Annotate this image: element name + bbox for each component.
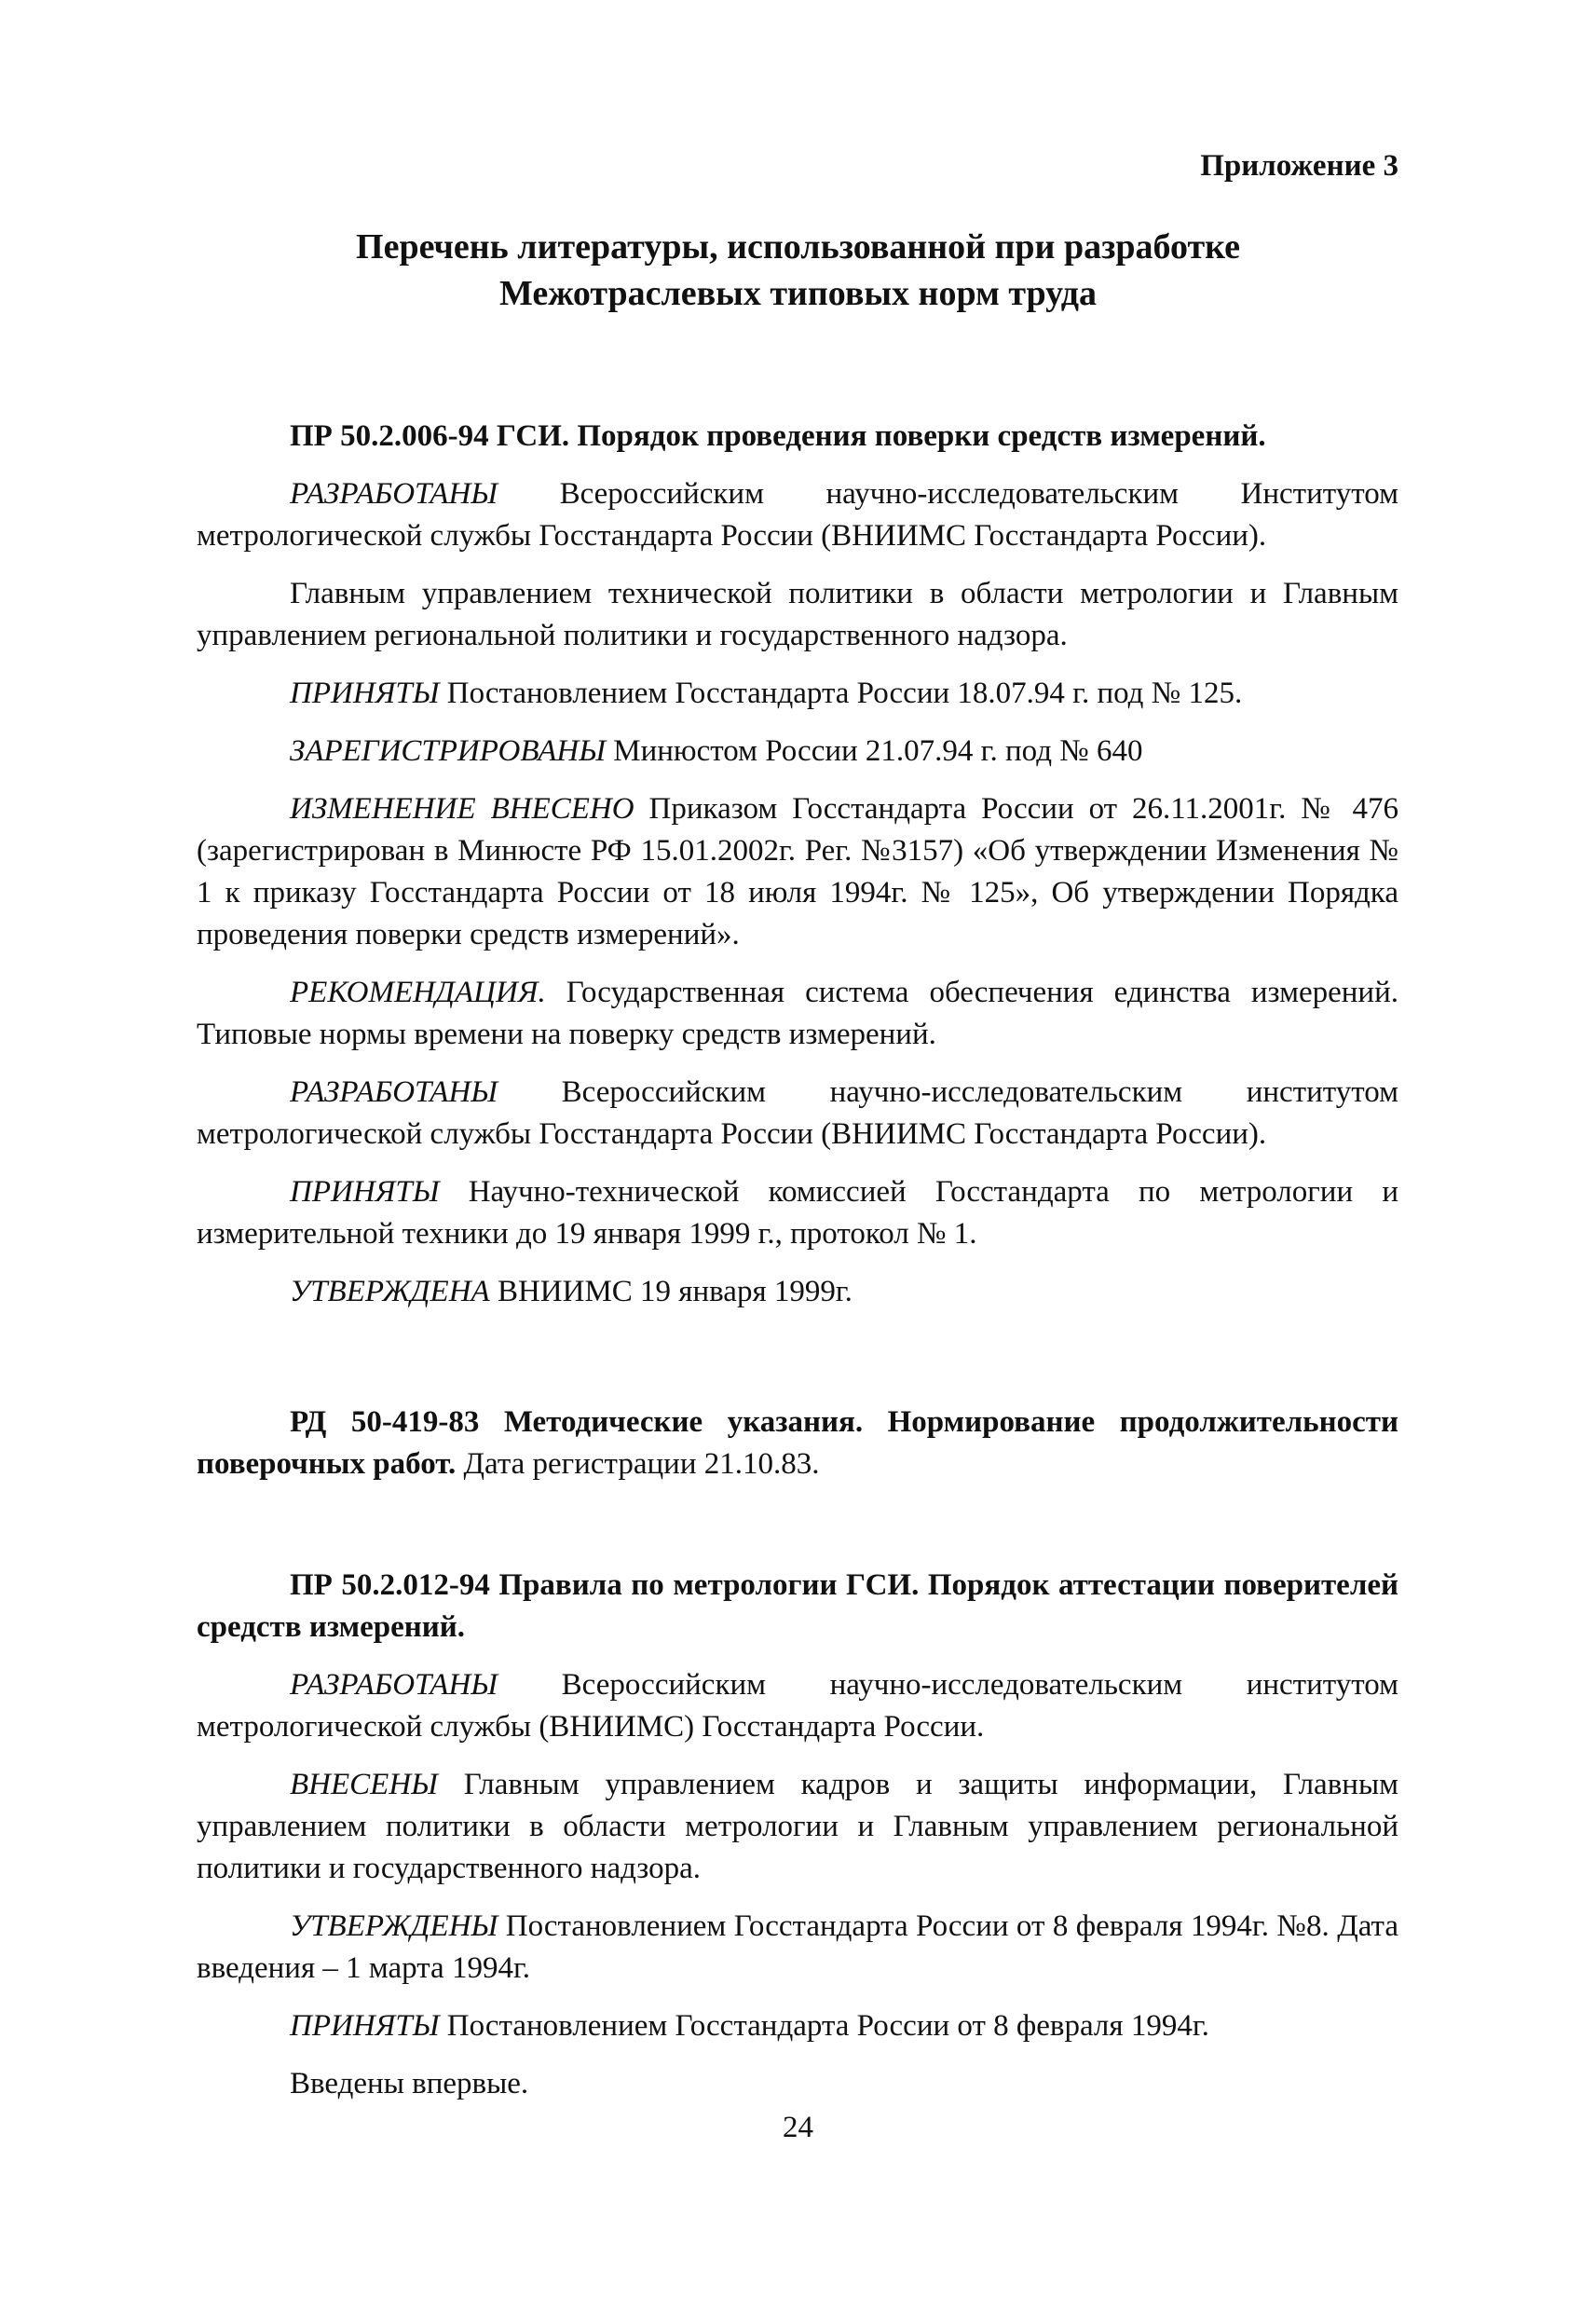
entry-label: РАЗРАБОТАНЫ xyxy=(290,1075,498,1109)
reference-entry xyxy=(197,731,1398,773)
entry-label: УТВЕРЖДЕНА xyxy=(290,1275,490,1308)
entry-label: ИЗМЕНЕНИЕ ВНЕСЕНО xyxy=(290,792,634,826)
entry-label: ПРИНЯТЫ xyxy=(290,1175,440,1209)
entry-label: ПРИНЯТЫ xyxy=(290,677,440,710)
entry-text: Минюстом России 21.07.94 г. под № 640 xyxy=(606,734,1143,768)
section-spacer xyxy=(197,1329,1398,1402)
section-heading: ПР 50.2.012-94 Правила по метрологии ГСИ. Порядок аттестации поверителей средств измерений. xyxy=(197,1568,1398,1644)
entry-text: Постановлением Госстандарта России 18.07.94 г. под № 125. xyxy=(439,677,1243,710)
reference-entry xyxy=(197,473,1398,557)
reference-entry xyxy=(197,1664,1398,1748)
reference-entry xyxy=(197,1171,1398,1255)
entry-text: Главным управлением кадров и защиты информации, Главным управлением политики в области метрологии и Главным управлением региональной политики и государственного надзора. xyxy=(197,1768,1398,1885)
entry-label: УТВЕРЖДЕНЫ xyxy=(290,1909,498,1943)
page-number: 24 xyxy=(783,2111,813,2144)
section-heading: ПР 50.2.006-94 ГСИ. Порядок проведения поверки средств измерений. xyxy=(290,419,1266,453)
title-line-1: Перечень литературы, использованной при разработке xyxy=(356,227,1240,267)
entry-label: ВНЕСЕНЫ xyxy=(290,1768,438,1801)
entry-text: Всероссийским научно-исследовательским Институтом метрологической службы Госстандарта России (ВНИИМС Госстандарта России). xyxy=(197,477,1398,553)
entry-text: ВНИИМС 19 января 1999г. xyxy=(489,1275,853,1308)
section-spacer xyxy=(197,1501,1398,1565)
reference-entry xyxy=(197,673,1398,715)
entry-text: Постановлением Госстандарта России от 8 февраля 1994г. №8. Дата введения – 1 марта 1994г. xyxy=(197,1909,1398,1985)
entry-label: РЕКОМЕНДАЦИЯ. xyxy=(290,976,546,1009)
entry-text: Приказом Госстандарта России от 26.11.2001г. № 476 (зарегистрирован в Минюсте РФ 15.01.2002г. Рег. №3157) «Об утверждении Изменения № 1 к приказу Госстандарта России от 18 июля 1994г. № 125», Об утверждении Порядка проведения поверки средств измерений». xyxy=(197,792,1398,951)
entry-text: Главным управлением технической политики в области метрологии и Главным управлением региональной политики и государственного надзора. xyxy=(197,577,1398,652)
entry-text: Научно-технической комиссией Госстандарта по метрологии и измерительной техники до 19 января 1999 г., протокол № 1. xyxy=(197,1175,1398,1251)
entry-text: Введены впервые. xyxy=(290,2067,529,2100)
reference-entry xyxy=(197,1271,1398,1313)
document-title xyxy=(0,224,1596,317)
title-line-2: Межотраслевых типовых норм труда xyxy=(499,274,1097,313)
reference-entry xyxy=(197,1764,1398,1890)
reference-entry xyxy=(197,1906,1398,1990)
heading-tail: Дата регистрации 21.10.83. xyxy=(456,1447,820,1481)
appendix-label: Приложение 3 xyxy=(1200,149,1398,183)
entry-label: РАЗРАБОТАНЫ xyxy=(290,1668,498,1702)
entry-text: Всероссийским научно-исследовательским институтом метрологической службы Госстандарта России (ВНИИМС Госстандарта России). xyxy=(197,1075,1398,1151)
entry-text: Постановлением Госстандарта России от 8 февраля 1994г. xyxy=(439,2009,1209,2043)
heading-bold-text: РД 50-419-83 Методические указания. Нормирование продолжительности поверочных работ. xyxy=(197,1405,1398,1481)
reference-entry xyxy=(197,2063,1398,2105)
section-heading xyxy=(197,1402,1398,1485)
entry-label: ПРИНЯТЫ xyxy=(290,2009,440,2043)
reference-entry xyxy=(197,1072,1398,1156)
entry-label: РАЗРАБОТАНЫ xyxy=(290,477,498,511)
entry-text: Государственная система обеспечения единства измерений. Типовые нормы времени на поверку средств измерений. xyxy=(197,976,1398,1051)
document-body xyxy=(197,416,1398,2121)
entry-text: Всероссийским научно-исследовательским институтом метрологической службы (ВНИИМС) Госстандарта России. xyxy=(197,1668,1398,1744)
reference-entry xyxy=(197,972,1398,1056)
reference-entry xyxy=(197,2005,1398,2047)
reference-entry xyxy=(197,788,1398,956)
reference-entry xyxy=(197,573,1398,657)
entry-label: ЗАРЕГИСТРИРОВАНЫ xyxy=(290,734,606,768)
